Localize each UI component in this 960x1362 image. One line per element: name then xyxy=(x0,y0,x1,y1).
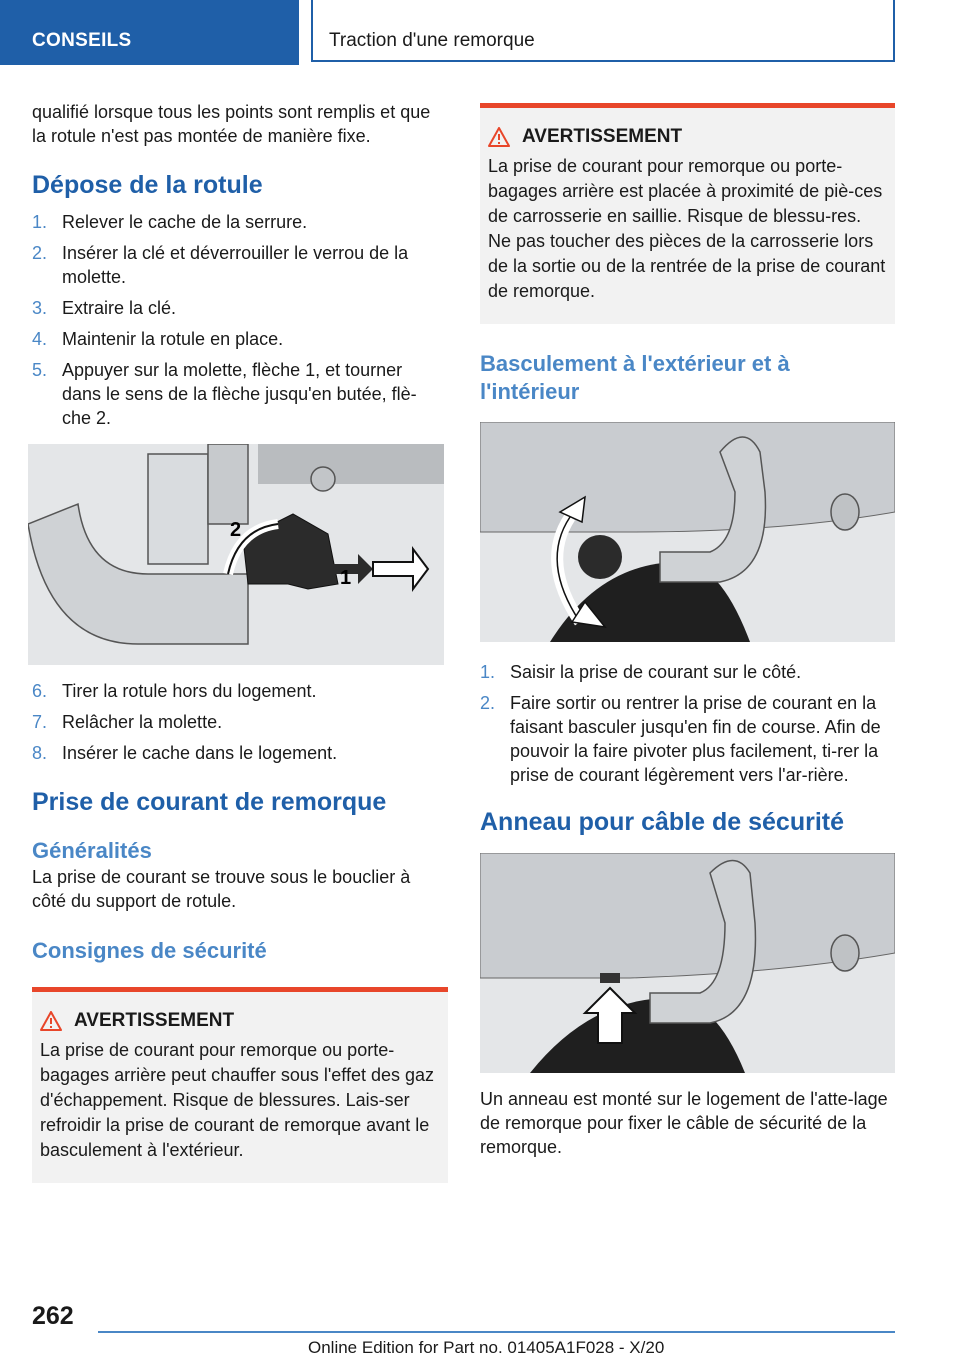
footer-divider xyxy=(98,1331,895,1333)
step-item xyxy=(32,358,444,430)
step-number: 1. xyxy=(32,212,48,232)
step-number: 2. xyxy=(480,693,496,713)
step-number: 5. xyxy=(32,360,48,380)
step-number: 3. xyxy=(32,298,48,318)
step-number: 6. xyxy=(32,681,48,701)
heading-depose: Dépose de la rotule xyxy=(32,171,263,199)
warning-text: La prise de courant pour remorque ou porte-bagages arrière est placée à proximité de piè‐ces de carrosserie en saillie. Risque de blessu‐res. Ne pas toucher des pièces de la carrosserie lors de la sortie ou de la rentrée de la prise de courant de remorque. xyxy=(488,156,886,301)
fig-label-1: 1 xyxy=(340,567,352,589)
step-text: Extraire la clé. xyxy=(62,298,177,318)
steps-basculement xyxy=(480,660,895,787)
step-text: Saisir la prise de courant sur le côté. xyxy=(510,662,802,682)
warning-triangle-icon xyxy=(40,1011,62,1031)
heading-generalites: Généralités xyxy=(32,838,152,863)
step-number: 8. xyxy=(32,743,48,763)
step-number: 7. xyxy=(32,712,48,732)
warning-title: AVERTISSEMENT xyxy=(488,126,887,148)
steps-depose-cont xyxy=(32,679,444,765)
step-item xyxy=(480,691,895,787)
warning-triangle-icon xyxy=(488,127,510,147)
footer-edition: Online Edition for Part no. 01405A1F028 - X/20 xyxy=(308,1338,665,1357)
step-number: 1. xyxy=(480,662,496,682)
right-column xyxy=(480,103,895,1159)
page-header xyxy=(311,0,895,62)
heading-consignes: Consignes de sécurité xyxy=(32,938,267,963)
step-text: Appuyer sur la molette, flèche 1, et tourner dans le sens de la flèche jusqu'en butée, flè‐che 2. xyxy=(62,360,417,428)
step-item xyxy=(32,710,444,734)
page-title: Traction d'une remorque xyxy=(329,30,535,51)
steps-depose xyxy=(32,210,444,430)
step-number: 2. xyxy=(32,243,48,263)
heading-prise: Prise de courant de remorque xyxy=(32,788,387,816)
step-text: Relâcher la molette. xyxy=(62,712,223,732)
general-paragraph: La prise de courant se trouve sous le bouclier à côté du support de rotule. xyxy=(32,867,411,911)
left-column xyxy=(32,100,444,1183)
heading-anneau: Anneau pour câble de sécurité xyxy=(480,808,844,836)
heading-basculement: Basculement à l'extérieur et à l'intérieur xyxy=(480,351,790,404)
fig-label-2: 2 xyxy=(230,519,242,541)
step-number: 4. xyxy=(32,329,48,349)
page-number: 262 xyxy=(32,1302,74,1330)
figure-ball-removal xyxy=(28,444,444,665)
intro-paragraph: qualifié lorsque tous les points sont remplis et que la rotule n'est pas montée de manière fixe. xyxy=(32,102,431,146)
step-item xyxy=(32,679,444,703)
step-text: Faire sortir ou rentrer la prise de courant en la faisant basculer jusqu'en fin de course. Afin de pouvoir la faire pivoter plus facilement, ti‐rer la prise de courant légèrement vers l'ar‐rière. xyxy=(510,693,881,785)
ball-removal-illustration xyxy=(28,444,444,665)
safety-ring-illustration xyxy=(480,853,895,1073)
step-text: Insérer la clé et déverrouiller le verrou de la molette. xyxy=(62,243,409,287)
warning-title: AVERTISSEMENT xyxy=(40,1010,440,1032)
warning-text: La prise de courant pour remorque ou porte-bagages arrière peut chauffer sous l'effet des gaz d'échappement. Risque de blessures. Lais‐ser refroidir la prise de courant de remorque avant le basculement à l'extérieur. xyxy=(40,1040,435,1160)
section-label: CONSEILS xyxy=(32,30,132,51)
figure-socket-swing xyxy=(480,422,895,642)
socket-swing-illustration xyxy=(480,422,895,642)
section-tab xyxy=(0,0,299,65)
step-text: Insérer le cache dans le logement. xyxy=(62,743,338,763)
step-item xyxy=(32,210,444,234)
step-item xyxy=(32,296,444,320)
anneau-paragraph: Un anneau est monté sur le logement de l'atte‐lage de remorque pour fixer le câble de sécurité de la remorque. xyxy=(480,1089,888,1157)
step-text: Tirer la rotule hors du logement. xyxy=(62,681,317,701)
step-item xyxy=(480,660,895,684)
step-text: Relever le cache de la serrure. xyxy=(62,212,308,232)
warning-box-bodywork xyxy=(480,103,895,324)
figure-safety-ring xyxy=(480,853,895,1073)
warning-box-heat xyxy=(32,987,448,1183)
step-text: Maintenir la rotule en place. xyxy=(62,329,284,349)
step-item xyxy=(32,741,444,765)
step-item xyxy=(32,241,444,289)
step-item xyxy=(32,327,444,351)
